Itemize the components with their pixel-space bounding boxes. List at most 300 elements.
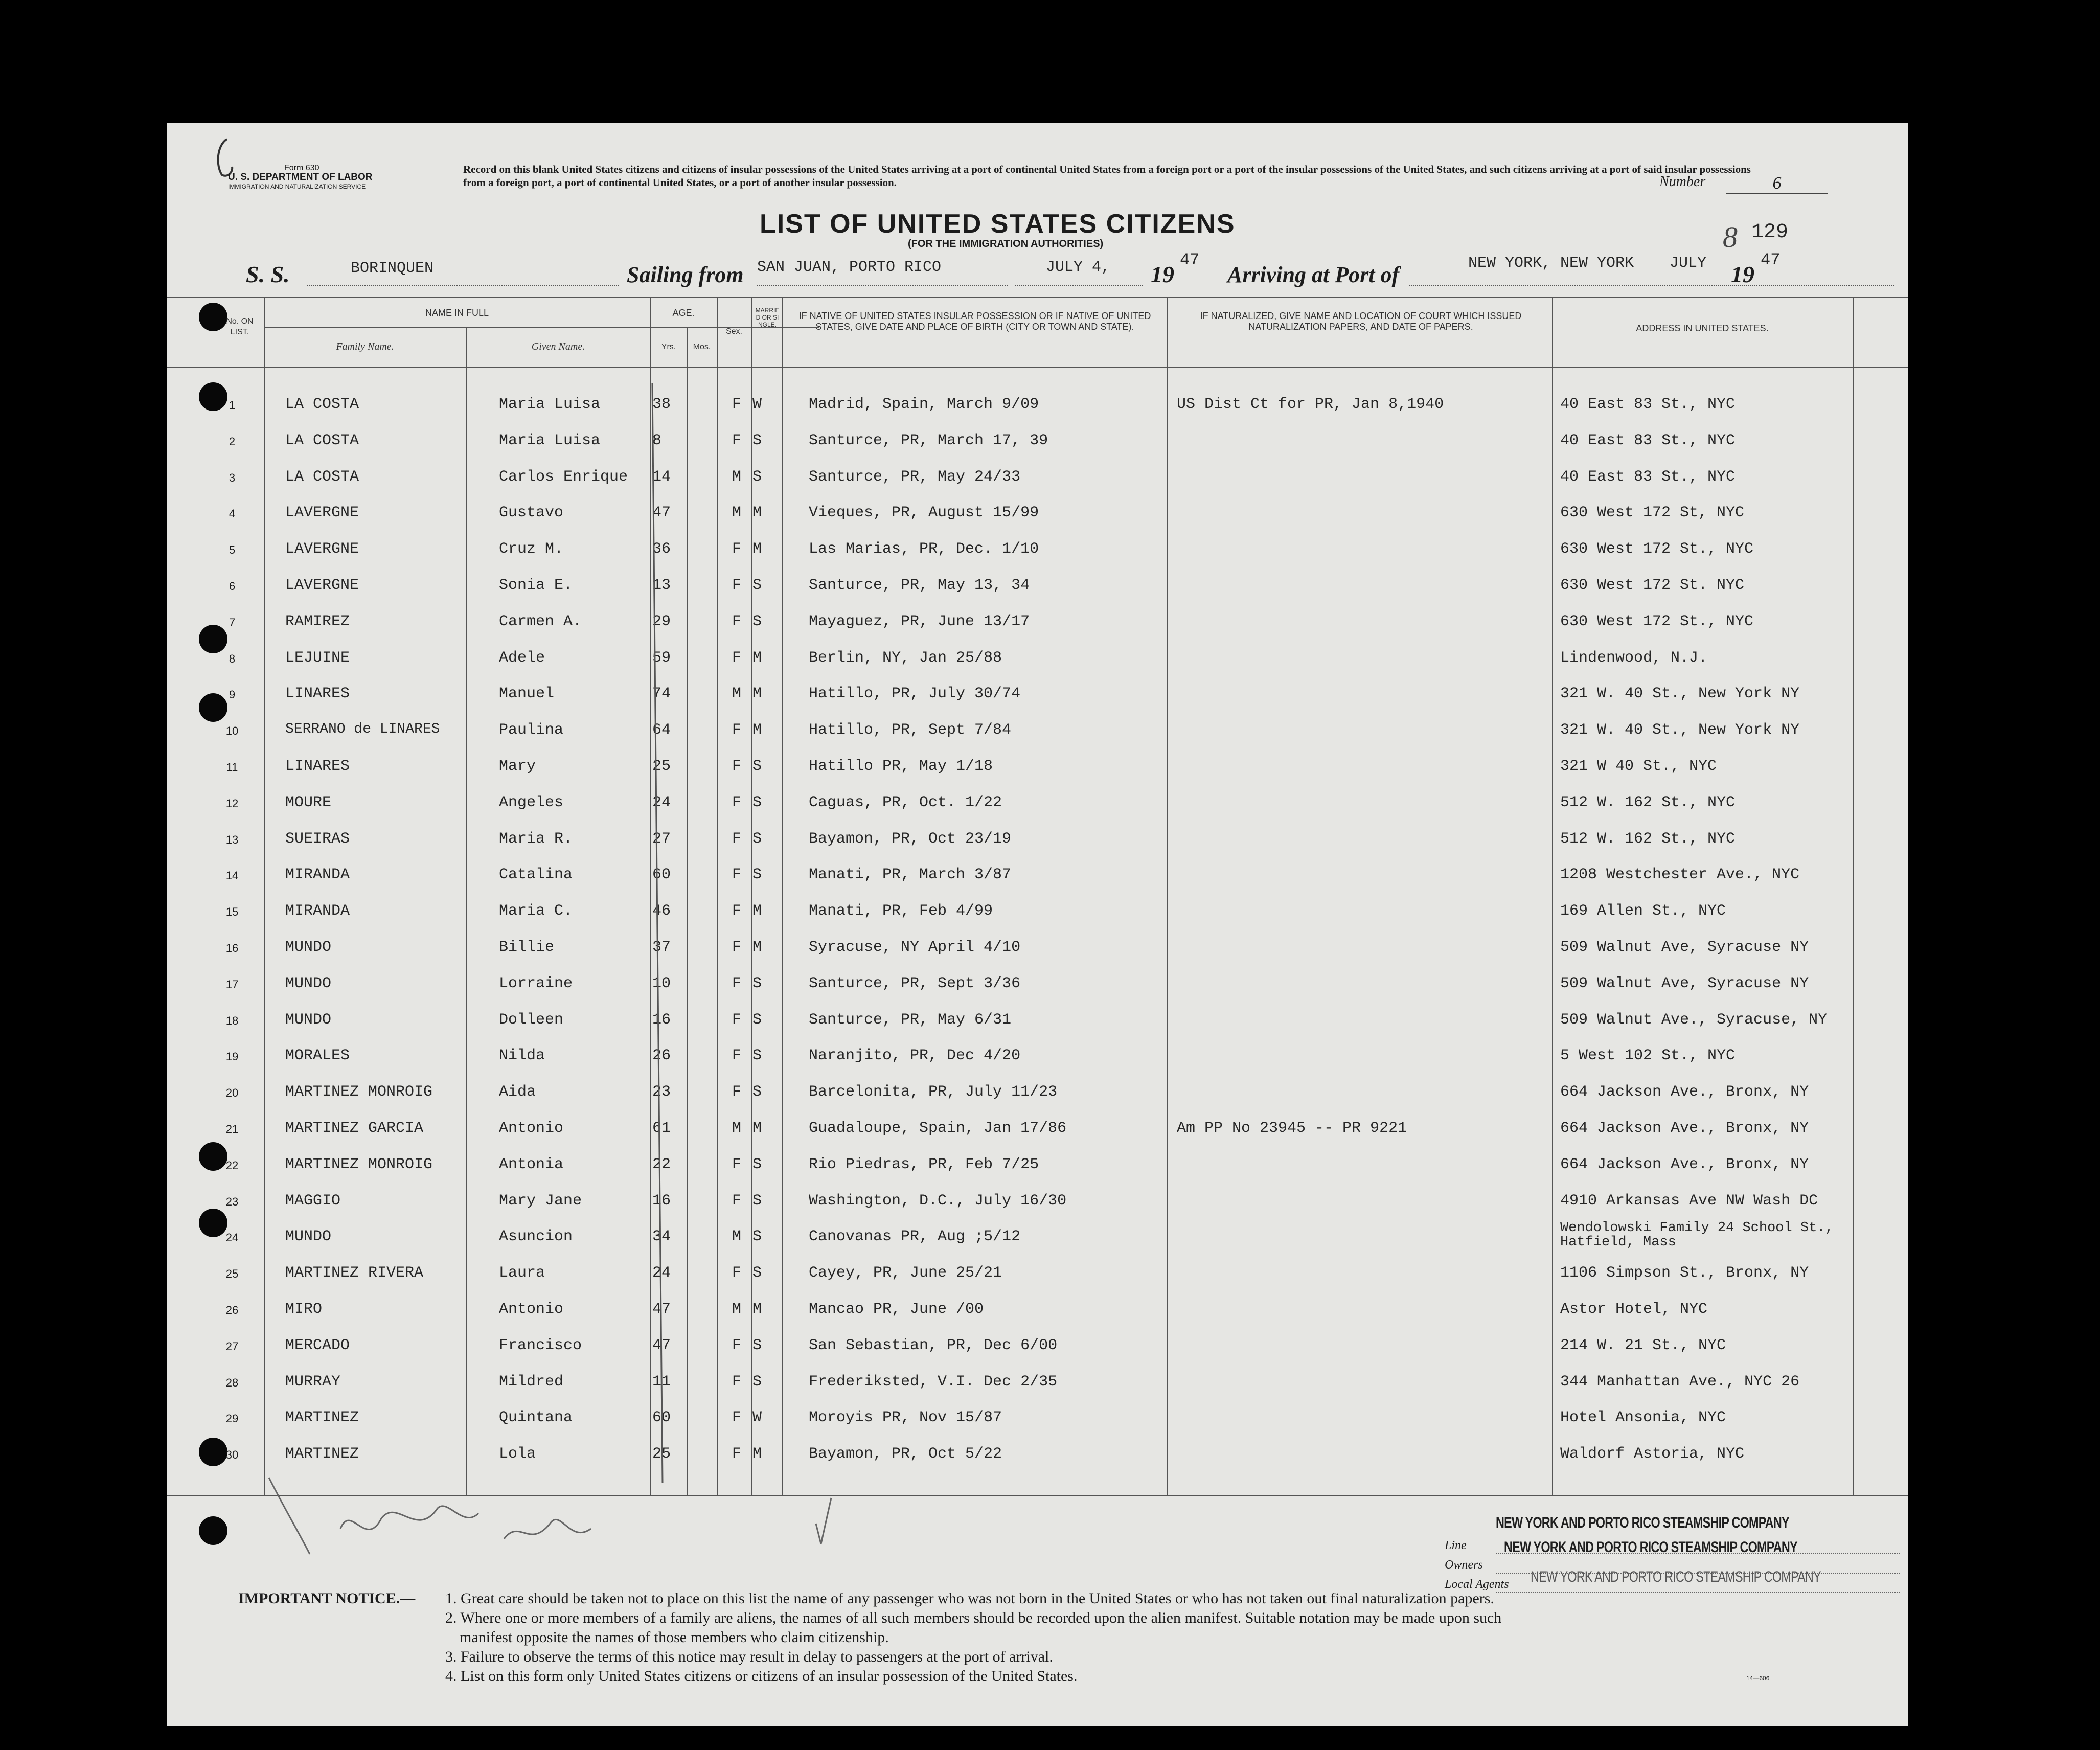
sex: M <box>732 504 742 522</box>
family-name: LINARES <box>285 685 350 703</box>
given-name: Mary Jane <box>499 1192 582 1210</box>
agents-label: Local Agents <box>1445 1578 1509 1591</box>
sex: F <box>732 540 742 558</box>
form-code: 14—606 <box>1746 1675 1770 1682</box>
age-years: 74 <box>652 685 671 703</box>
naturalization: Am PP No 23945 -- PR 9221 <box>1177 1120 1407 1137</box>
table-row <box>167 859 1908 895</box>
table-row <box>167 895 1908 931</box>
age-years: 25 <box>652 758 671 775</box>
row-number: 29 <box>225 1412 239 1425</box>
number-value: 6 <box>1726 174 1828 194</box>
sex: F <box>732 1336 742 1354</box>
header-mos: Mos. <box>693 343 711 351</box>
notice-1: 1. Great care should be taken not to place on this list the name of any passenger who was not born in the United States or who has not taken out final naturalization papers. <box>445 1590 1494 1607</box>
sex: F <box>732 721 742 739</box>
sex: F <box>732 1409 742 1427</box>
address: 4910 Arkansas Ave NW Wash DC <box>1560 1192 1818 1210</box>
age-years: 64 <box>652 721 671 739</box>
family-name: MUNDO <box>285 1228 332 1246</box>
address: 512 W. 162 St., NYC <box>1560 793 1736 811</box>
given-name: Maria C. <box>499 902 573 920</box>
birth-place-date: Rio Piedras, PR, Feb 7/25 <box>809 1155 1039 1173</box>
line-stamp: NEW YORK AND PORTO RICO STEAMSHIP COMPANY <box>1496 1514 1789 1531</box>
row-number: 4 <box>229 507 236 520</box>
birth-place-date: Santurce, PR, Sept 3/36 <box>809 974 1021 992</box>
age-years: 59 <box>652 649 671 667</box>
marital-status: M <box>752 649 762 667</box>
sex: F <box>732 1264 742 1282</box>
given-name: Catalina <box>499 866 573 884</box>
age-years: 47 <box>652 1336 671 1354</box>
table-row <box>167 931 1908 967</box>
given-name: Nilda <box>499 1047 545 1065</box>
row-number: 2 <box>229 435 236 448</box>
sex: F <box>732 758 742 775</box>
given-name: Asuncion <box>499 1228 573 1246</box>
family-name: MERCADO <box>285 1336 350 1354</box>
marital-status: S <box>752 793 762 811</box>
header-name-in-full: NAME IN FULL <box>425 308 489 318</box>
header-address: ADDRESS IN UNITED STATES. <box>1636 323 1769 333</box>
header-birth: IF NATIVE OF UNITED STATES INSULAR POSSESSION OR IF NATIVE OF UNITED STATES, GIVE DATE AND PLACE OF BIRTH (CITY OR TOWN AND STATE). <box>798 311 1151 332</box>
family-name: MARTINEZ <box>285 1445 359 1463</box>
marital-status: S <box>752 1336 762 1354</box>
sailing-port: SAN JUAN, PORTO RICO <box>757 259 942 276</box>
table-row <box>167 570 1908 605</box>
age-years: 8 <box>652 431 662 449</box>
family-name: RAMIREZ <box>285 612 350 630</box>
sex: F <box>732 939 742 956</box>
family-name: LA COSTA <box>285 396 359 413</box>
address: 509 Walnut Ave., Syracuse, NY <box>1560 1011 1828 1029</box>
age-years: 16 <box>652 1011 671 1029</box>
marital-status: S <box>752 1083 762 1101</box>
marital-status: S <box>752 612 762 630</box>
address: 344 Manhattan Ave., NYC 26 <box>1560 1373 1800 1391</box>
header-family-name: Family Name. <box>336 341 394 352</box>
address: 40 East 83 St., NYC <box>1560 396 1736 413</box>
row-number: 12 <box>225 797 239 810</box>
page-title: LIST OF UNITED STATES CITIZENS <box>760 209 1236 239</box>
row-number: 8 <box>229 652 236 665</box>
table-row <box>167 461 1908 497</box>
marital-status: S <box>752 1264 762 1282</box>
sex: F <box>732 866 742 884</box>
birth-place-date: Hatillo, PR, July 30/74 <box>809 685 1021 703</box>
marital-status: S <box>752 1047 762 1065</box>
arrival-year-prefix: 19 <box>1731 261 1754 287</box>
age-years: 36 <box>652 540 671 558</box>
age-years: 13 <box>652 577 671 594</box>
header-married: MARRIED OR SINGLE. <box>755 307 780 328</box>
age-years: 24 <box>652 1264 671 1282</box>
birth-place-date: Moroyis PR, Nov 15/87 <box>809 1409 1002 1427</box>
given-name: Adele <box>499 649 545 667</box>
table-row <box>167 1330 1908 1366</box>
row-number: 16 <box>225 942 239 954</box>
row-number: 14 <box>225 869 239 882</box>
birth-place-date: Bayamon, PR, Oct 5/22 <box>809 1445 1002 1463</box>
family-name: LEJUINE <box>285 649 350 667</box>
family-name: LA COSTA <box>285 431 359 449</box>
sex: F <box>732 431 742 449</box>
sex: F <box>732 612 742 630</box>
row-number: 18 <box>225 1014 239 1027</box>
marital-status: S <box>752 1155 762 1173</box>
address: Waldorf Astoria, NYC <box>1560 1445 1745 1463</box>
given-name: Maria Luisa <box>499 396 601 413</box>
age-years: 14 <box>652 468 671 486</box>
given-name: Billie <box>499 939 555 956</box>
family-name: LAVERGNE <box>285 504 359 522</box>
row-number: 3 <box>229 471 236 484</box>
service: IMMIGRATION AND NATURALIZATION SERVICE <box>228 183 366 190</box>
marital-status: S <box>752 1228 762 1246</box>
header-sex: Sex. <box>725 327 742 336</box>
arrival-port: NEW YORK, NEW YORK <box>1468 255 1634 272</box>
family-name: MUNDO <box>285 1011 332 1029</box>
address: Lindenwood, N.J. <box>1560 649 1708 667</box>
marital-status: M <box>752 902 762 920</box>
address: 509 Walnut Ave, Syracuse NY <box>1560 939 1809 956</box>
notice-4: 4. List on this form only United States citizens or citizens of an insular possession of the United States. <box>445 1668 1078 1685</box>
family-name: MUNDO <box>285 974 332 992</box>
naturalization: US Dist Ct for PR, Jan 8,1940 <box>1177 396 1444 413</box>
marital-status: S <box>752 577 762 594</box>
row-number: 22 <box>225 1158 239 1172</box>
sex: F <box>732 1047 742 1065</box>
address: 630 West 172 St., NYC <box>1560 540 1754 558</box>
birth-place-date: Santurce, PR, March 17, 39 <box>809 431 1048 449</box>
age-years: 29 <box>652 612 671 630</box>
sex: F <box>732 1155 742 1173</box>
table-row <box>167 1076 1908 1112</box>
table-row <box>167 389 1908 424</box>
age-years: 60 <box>652 866 671 884</box>
given-name: Carlos Enrique <box>499 468 628 486</box>
address: 509 Walnut Ave, Syracuse NY <box>1560 974 1809 992</box>
header-naturalized: IF NATURALIZED, GIVE NAME AND LOCATION OF COURT WHICH ISSUED NATURALIZATION PAPERS, AND DATE OF PAPERS. <box>1200 311 1522 332</box>
marital-status: S <box>752 468 762 486</box>
row-number: 6 <box>229 580 236 593</box>
marital-status: S <box>752 1373 762 1391</box>
address: Astor Hotel, NYC <box>1560 1301 1708 1318</box>
given-name: Lola <box>499 1445 536 1463</box>
number-label: Number <box>1659 174 1706 190</box>
age-years: 60 <box>652 1409 671 1427</box>
row-number: 26 <box>225 1304 239 1316</box>
birth-place-date: Santurce, PR, May 13, 34 <box>809 577 1030 594</box>
row-number: 19 <box>225 1050 239 1063</box>
tally-marks-icon <box>627 378 729 1503</box>
family-name: SUEIRAS <box>285 830 350 848</box>
marital-status: S <box>752 1011 762 1029</box>
table-row <box>167 1112 1908 1148</box>
address: 664 Jackson Ave., Bronx, NY <box>1560 1155 1809 1173</box>
birth-place-date: Guadaloupe, Spain, Jan 17/86 <box>809 1120 1067 1137</box>
row-number: 15 <box>225 905 239 919</box>
age-years: 22 <box>652 1155 671 1173</box>
address: 1106 Simpson St., Bronx, NY <box>1560 1264 1809 1282</box>
row-number: 9 <box>229 688 236 701</box>
family-name: MUNDO <box>285 939 332 956</box>
age-years: 47 <box>652 504 671 522</box>
table-row <box>167 1257 1908 1293</box>
address: 214 W. 21 St., NYC <box>1560 1336 1726 1354</box>
sex: F <box>732 1192 742 1210</box>
age-years: 24 <box>652 793 671 811</box>
sex: F <box>732 902 742 920</box>
sex: M <box>732 1301 742 1318</box>
row-number: 10 <box>225 724 239 738</box>
given-name: Antonio <box>499 1120 564 1137</box>
age-years: 61 <box>652 1120 671 1137</box>
row-number: 27 <box>225 1339 239 1353</box>
form-number: Form 630 <box>284 164 319 172</box>
table-row <box>167 1040 1908 1076</box>
birth-place-date: Caguas, PR, Oct. 1/22 <box>809 793 1002 811</box>
birth-place-date: Santurce, PR, May 6/31 <box>809 1011 1012 1029</box>
address: 1208 Westchester Ave., NYC <box>1560 866 1800 884</box>
page-subtitle: (FOR THE IMMIGRATION AUTHORITIES) <box>908 238 1104 249</box>
age-years: 27 <box>652 830 671 848</box>
sex: M <box>732 468 742 486</box>
sex: F <box>732 793 742 811</box>
address: 630 West 172 St. NYC <box>1560 577 1745 594</box>
sex: F <box>732 1373 742 1391</box>
age-years: 34 <box>652 1228 671 1246</box>
table-row <box>167 678 1908 714</box>
sailing-date: JULY 4, <box>1046 259 1111 276</box>
page-number: 129 <box>1751 221 1789 244</box>
sex: F <box>732 649 742 667</box>
arrival-year-suffix: 47 <box>1761 251 1781 269</box>
arriving-label: Arriving at Port of <box>1227 262 1400 287</box>
sex: M <box>732 1120 742 1137</box>
table-row <box>167 1293 1908 1329</box>
marital-status: S <box>752 974 762 992</box>
age-years: 23 <box>652 1083 671 1101</box>
given-name: Aida <box>499 1083 536 1101</box>
birth-place-date: Manati, PR, March 3/87 <box>809 866 1012 884</box>
table-row <box>167 425 1908 461</box>
family-name: MARTINEZ <box>285 1409 359 1427</box>
address: 664 Jackson Ave., Bronx, NY <box>1560 1083 1809 1101</box>
owners-label: Owners <box>1445 1558 1483 1572</box>
family-name: LAVERGNE <box>285 540 359 558</box>
age-years: 25 <box>652 1445 671 1463</box>
row-number: 24 <box>225 1231 239 1244</box>
family-name: LAVERGNE <box>285 577 359 594</box>
family-name: MARTINEZ RIVERA <box>285 1264 424 1282</box>
given-name: Laura <box>499 1264 545 1282</box>
given-name: Antonia <box>499 1155 564 1173</box>
notice-3: 3. Failure to observe the terms of this notice may result in delay to passengers at the port of arrival. <box>445 1648 1053 1665</box>
given-name: Gustavo <box>499 504 564 522</box>
marital-status: M <box>752 504 762 522</box>
row-number: 28 <box>225 1376 239 1389</box>
marital-status: M <box>752 721 762 739</box>
handwritten-signature-icon <box>264 1467 867 1564</box>
birth-place-date: Manati, PR, Feb 4/99 <box>809 902 993 920</box>
row-number: 20 <box>225 1086 239 1100</box>
address: 664 Jackson Ave., Bronx, NY <box>1560 1120 1809 1137</box>
birth-place-date: Las Marias, PR, Dec. 1/10 <box>809 540 1039 558</box>
family-name: MARTINEZ GARCIA <box>285 1120 424 1137</box>
marital-status: W <box>752 396 762 413</box>
header-given-name: Given Name. <box>531 341 585 352</box>
birth-place-date: Mancao PR, June /00 <box>809 1301 984 1318</box>
sex: M <box>732 685 742 703</box>
line-label: Line <box>1445 1539 1467 1552</box>
address: 169 Allen St., NYC <box>1560 902 1726 920</box>
header-yrs: Yrs. <box>661 343 676 351</box>
age-years: 46 <box>652 902 671 920</box>
birth-place-date: Naranjito, PR, Dec 4/20 <box>809 1047 1021 1065</box>
table-row <box>167 533 1908 569</box>
given-name: Cruz M. <box>499 540 564 558</box>
table-row <box>167 823 1908 859</box>
marital-status: W <box>752 1409 762 1427</box>
given-name: Maria R. <box>499 830 573 848</box>
punch-hole <box>199 1516 227 1545</box>
given-name: Quintana <box>499 1409 573 1427</box>
sex: M <box>732 1228 742 1246</box>
table-row <box>167 968 1908 1004</box>
birth-place-date: Bayamon, PR, Oct 23/19 <box>809 830 1012 848</box>
department: U. S. DEPARTMENT OF LABOR <box>228 172 373 183</box>
address: Hotel Ansonia, NYC <box>1560 1409 1726 1427</box>
age-years: 10 <box>652 974 671 992</box>
table-row <box>167 1221 1908 1257</box>
table-row <box>167 751 1908 786</box>
row-number: 11 <box>226 761 238 774</box>
given-name: Carmen A. <box>499 612 582 630</box>
table-row <box>167 1366 1908 1402</box>
family-name: MIRANDA <box>285 866 350 884</box>
given-name: Antonio <box>499 1301 564 1318</box>
birth-place-date: Hatillo, PR, Sept 7/84 <box>809 721 1012 739</box>
given-name: Paulina <box>499 721 564 739</box>
age-years: 37 <box>652 939 671 956</box>
family-name: MAGGIO <box>285 1192 341 1210</box>
address: 40 East 83 St., NYC <box>1560 468 1736 486</box>
manifest-document <box>167 123 1908 1726</box>
row-number: 5 <box>229 543 236 557</box>
row-number: 23 <box>225 1195 239 1208</box>
marital-status: S <box>752 830 762 848</box>
birth-place-date: Canovanas PR, Aug ;5/12 <box>809 1228 1021 1246</box>
given-name: Sonia E. <box>499 577 573 594</box>
family-name: MIRO <box>285 1301 323 1318</box>
arrival-day: 8 <box>1723 220 1738 254</box>
family-name: MOURE <box>285 793 332 811</box>
owners-stamp: NEW YORK AND PORTO RICO STEAMSHIP COMPANY <box>1504 1539 1797 1556</box>
marital-status: M <box>752 540 762 558</box>
sex: F <box>732 830 742 848</box>
birth-place-date: Mayaguez, PR, June 13/17 <box>809 612 1030 630</box>
marital-status: M <box>752 939 762 956</box>
birth-place-date: Hatillo PR, May 1/18 <box>809 758 993 775</box>
header-age: AGE. <box>672 308 695 318</box>
given-name: Dolleen <box>499 1011 564 1029</box>
marital-status: M <box>752 1301 762 1318</box>
row-number: 25 <box>225 1267 239 1281</box>
table-row <box>167 606 1908 642</box>
table-row <box>167 1185 1908 1221</box>
address: 321 W. 40 St., New York NY <box>1560 721 1800 739</box>
arrival-month: JULY <box>1670 255 1707 272</box>
sex: F <box>732 974 742 992</box>
agents-stamp: NEW YORK AND PORTO RICO STEAMSHIP COMPANY <box>1531 1569 1821 1585</box>
given-name: Angeles <box>499 793 564 811</box>
address: 630 West 172 St, NYC <box>1560 504 1745 522</box>
row-number: 1 <box>229 399 236 412</box>
family-name: MARTINEZ MONROIG <box>285 1155 433 1173</box>
address: 5 West 102 St., NYC <box>1560 1047 1736 1065</box>
birth-place-date: San Sebastian, PR, Dec 6/00 <box>809 1336 1058 1354</box>
family-name: SERRANO de LINARES <box>285 721 440 738</box>
table-row <box>167 1402 1908 1438</box>
birth-place-date: Washington, D.C., July 16/30 <box>809 1192 1067 1210</box>
address: 321 W 40 St., NYC <box>1560 758 1717 775</box>
ship-name: BORINQUEN <box>351 260 434 277</box>
given-name: Manuel <box>499 685 555 703</box>
marital-status: M <box>752 685 762 703</box>
age-years: 26 <box>652 1047 671 1065</box>
birth-place-date: Berlin, NY, Jan 25/88 <box>809 649 1002 667</box>
table-row <box>167 1149 1908 1185</box>
birth-place-date: Barcelonita, PR, July 11/23 <box>809 1083 1058 1101</box>
birth-place-date: Cayey, PR, June 25/21 <box>809 1264 1002 1282</box>
header-no: No. ON LIST. <box>226 317 254 336</box>
sex: F <box>732 1011 742 1029</box>
birth-place-date: Santurce, PR, May 24/33 <box>809 468 1021 486</box>
birth-place-date: Frederiksted, V.I. Dec 2/35 <box>809 1373 1058 1391</box>
family-name: MURRAY <box>285 1373 341 1391</box>
birth-place-date: Madrid, Spain, March 9/09 <box>809 396 1039 413</box>
address: Wendolowski Family 24 School St., Hatfield, Mass <box>1560 1220 1834 1251</box>
notice-title: IMPORTANT NOTICE.— <box>238 1590 416 1607</box>
given-name: Mary <box>499 758 536 775</box>
given-name: Mildred <box>499 1373 564 1391</box>
age-years: 11 <box>652 1373 671 1391</box>
given-name: Francisco <box>499 1336 582 1354</box>
birth-place-date: Syracuse, NY April 4/10 <box>809 939 1021 956</box>
address: 321 W. 40 St., New York NY <box>1560 685 1800 703</box>
given-name: Maria Luisa <box>499 431 601 449</box>
marital-status: S <box>752 1192 762 1210</box>
marital-status: S <box>752 866 762 884</box>
row-number: 17 <box>225 978 239 991</box>
table-row <box>167 497 1908 533</box>
address: 40 East 83 St., NYC <box>1560 431 1736 449</box>
family-name: MARTINEZ MONROIG <box>285 1083 433 1101</box>
address: 512 W. 162 St., NYC <box>1560 830 1736 848</box>
ss-label: S. S. <box>246 261 290 287</box>
age-years: 16 <box>652 1192 671 1210</box>
row-number: 7 <box>229 616 236 629</box>
notice-2a: 2. Where one or more members of a family are aliens, the names of all such members should be recorded upon the alien manifest. Suitable notation may be made upon such <box>445 1609 1502 1626</box>
sex: F <box>732 1445 742 1463</box>
marital-status: S <box>752 431 762 449</box>
family-name: LA COSTA <box>285 468 359 486</box>
family-name: MIRANDA <box>285 902 350 920</box>
birth-place-date: Vieques, PR, August 15/99 <box>809 504 1039 522</box>
year-suffix: 47 <box>1180 251 1200 269</box>
sailing-label: Sailing from <box>627 262 744 287</box>
